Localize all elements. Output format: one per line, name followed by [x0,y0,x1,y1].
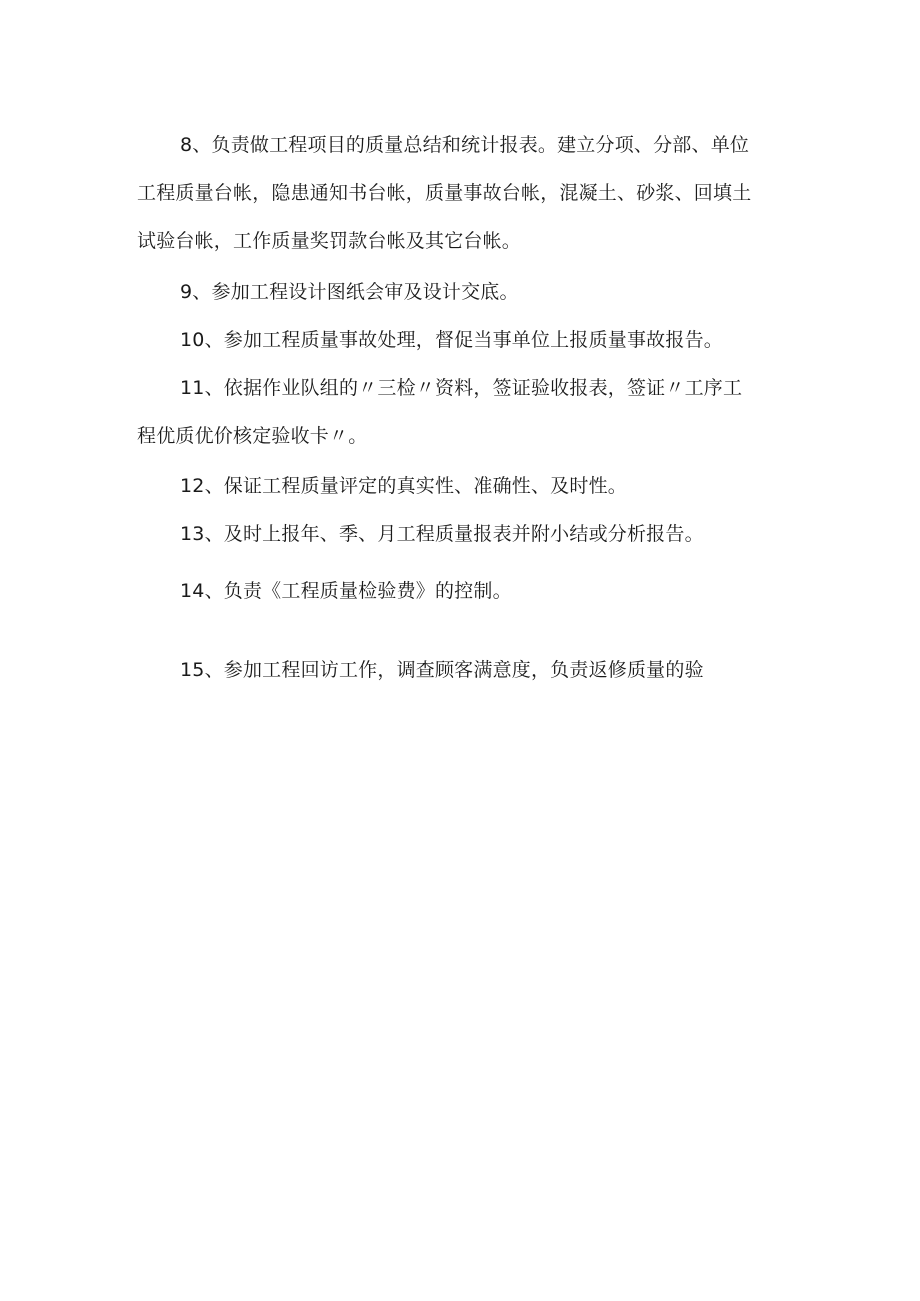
item-10: 10、参加工程质量事故处理，督促当事单位上报质量事故报告。 [180,329,723,351]
item-12: 12、保证工程质量评定的真实性、准确性、及时性。 [180,475,627,497]
item-8-line-1: 8、负责做工程项目的质量总结和统计报表。建立分项、分部、单位 [180,134,750,156]
item-11-line-1: 11、依据作业队组的〃三检〃资料，签证验收报表，签证〃工序工 [180,377,743,399]
item-14: 14、负责《工程质量检验费》的控制。 [180,580,512,602]
item-9: 9、参加工程设计图纸会审及设计交底。 [180,281,519,303]
item-15: 15、参加工程回访工作，调查顾客满意度，负责返修质量的验 [180,659,704,681]
item-13: 13、及时上报年、季、月工程质量报表并附小结或分析报告。 [180,523,704,545]
item-8-line-2: 工程质量台帐，隐患通知书台帐，质量事故台帐，混凝土、砂浆、回填土 [137,182,752,204]
item-8-line-3: 试验台帐，工作质量奖罚款台帐及其它台帐。 [137,230,522,252]
item-11-line-2: 程优质优价核定验收卡〃。 [137,425,368,447]
item-11 [137,364,742,460]
item-8 [137,121,751,265]
